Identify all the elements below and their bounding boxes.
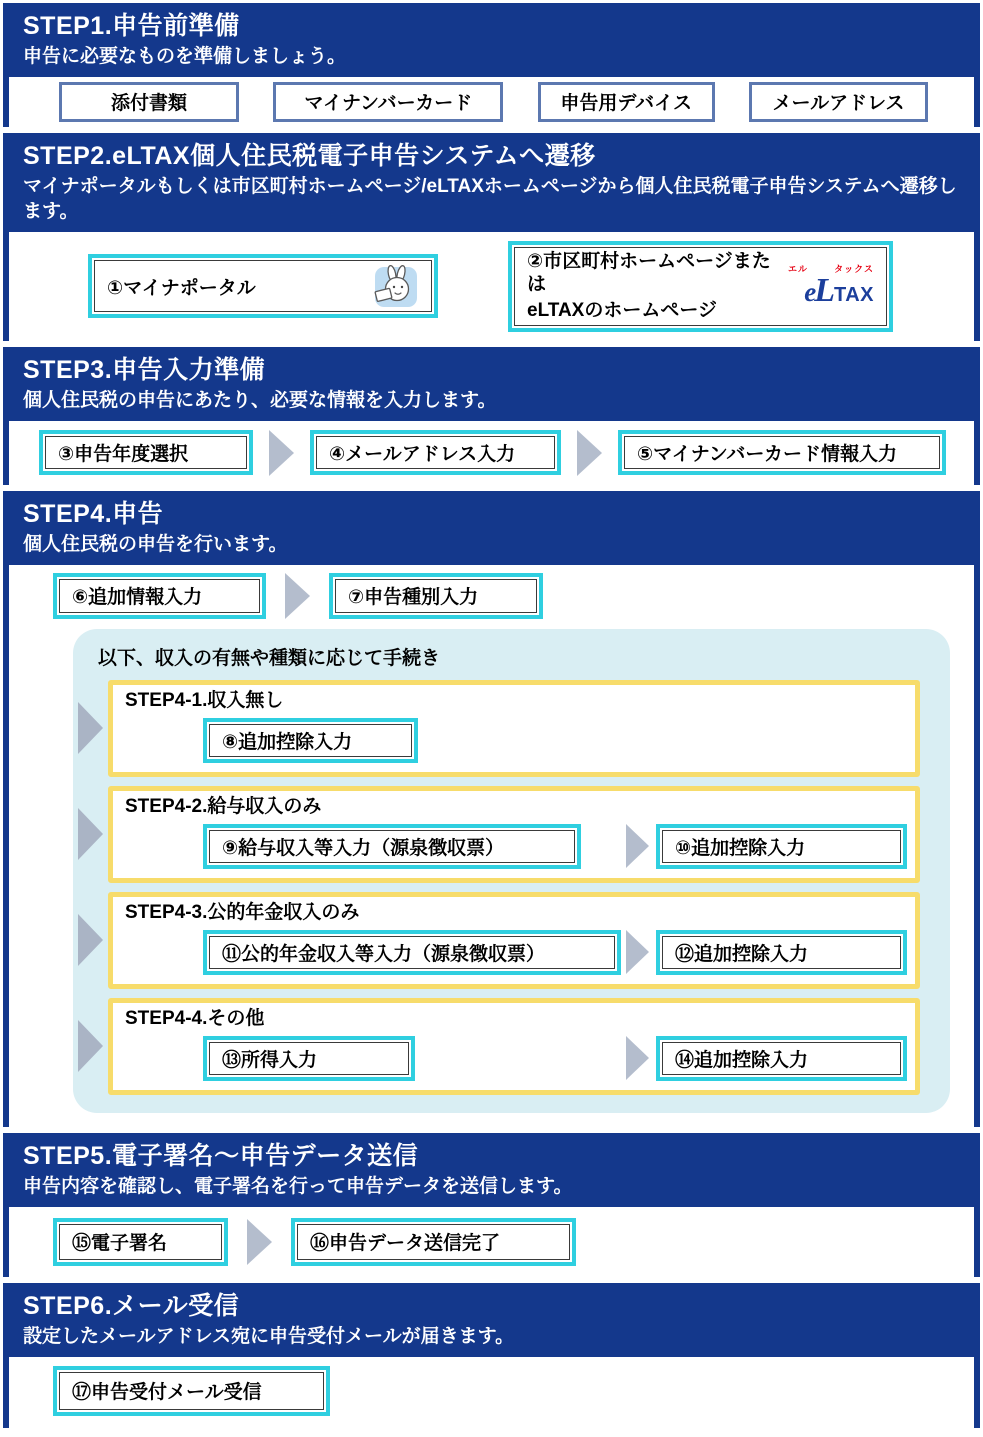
branch-heading: STEP4-1.収入無し <box>125 689 284 711</box>
step4-subtitle: 個人住民税の申告を行います。 <box>23 534 288 555</box>
step5-header <box>3 1133 980 1207</box>
flow-arrow-icon <box>269 430 294 476</box>
step3-section <box>3 347 980 485</box>
eltax-kana-left: エル <box>788 263 809 274</box>
eltax-logo-e: e <box>804 276 817 307</box>
eltax-logo <box>788 265 874 308</box>
flow-box-mynumber-info <box>618 430 946 475</box>
flow-box-label: ⑬所得入力 <box>222 1049 318 1071</box>
mynaportal-label: ①マイナポータル <box>107 277 256 299</box>
flow-box-deduction-input <box>656 930 907 975</box>
step4-title: STEP4.申告 <box>23 499 164 528</box>
step3-flow <box>9 421 974 485</box>
flow-box-deduction-input <box>656 1036 907 1081</box>
panel-title: 以下、収入の有無や種類に応じて手続き <box>98 647 441 669</box>
flow-box-label: ⑧追加控除入力 <box>222 731 353 753</box>
branch-heading: STEP4-2.給与収入のみ <box>125 795 322 817</box>
step1-subtitle: 申告に必要なものを準備しましょう。 <box>23 46 347 68</box>
step5-flow <box>9 1207 974 1277</box>
flow-box-year-select-label: ③申告年度選択 <box>58 444 189 466</box>
flow-box-deduction-input <box>203 718 418 763</box>
step2-band <box>9 232 974 341</box>
mynaportal-box <box>88 254 438 318</box>
step1-title: STEP1.申告前準備 <box>23 12 240 40</box>
myna-rabbit-mascot-icon <box>373 263 419 309</box>
step4-band <box>9 565 974 1127</box>
flow-box-label: ⑩追加控除入力 <box>675 837 806 859</box>
flow-arrow-icon <box>247 1219 272 1265</box>
branch-heading: STEP4-4.その他 <box>125 1007 265 1029</box>
step1-section <box>3 3 980 127</box>
flow-box-label: ⑪公的年金収入等入力（源泉徴収票） <box>222 943 546 965</box>
flow-box-email-input <box>310 430 561 475</box>
branch-step4-1 <box>78 680 920 777</box>
step2-subtitle: マイナポータルもしくは市区町村ホームページ/eLTAXホームページから個人住民税電子申告システムへ遷移します。 <box>23 176 957 222</box>
flow-box-digital-signature <box>53 1218 228 1266</box>
flow-box-label: ⑨給与収入等入力（源泉徴収票） <box>222 837 505 859</box>
flow-box-pension-input <box>203 930 621 975</box>
branch-chevron-icon <box>78 808 103 860</box>
step5-section <box>3 1133 980 1277</box>
branch-chevron-icon <box>78 914 103 966</box>
step4-flow <box>9 573 974 619</box>
prep-item-mynumber-card: マイナンバーカード <box>273 82 503 122</box>
flow-arrow-icon <box>626 1036 649 1080</box>
flow-box-data-sent-label: ⑯申告データ送信完了 <box>310 1233 501 1255</box>
step3-subtitle: 個人住民税の申告にあたり、必要な情報を入力します。 <box>23 390 497 412</box>
flow-box-additional-info-label: ⑥追加情報入力 <box>72 587 203 609</box>
branch-box-salary-income <box>108 786 920 883</box>
step3-header <box>3 347 980 421</box>
flow-box-receipt-mail-label: ⑰申告受付メール受信 <box>72 1382 262 1404</box>
flow-arrow-icon <box>626 824 649 868</box>
flow-arrow-icon <box>626 930 649 974</box>
branch-box-no-income <box>108 680 920 777</box>
hp-line2: eLTAXのホームページ <box>527 300 717 322</box>
eltax-logo-l: L <box>814 271 835 309</box>
flow-box-email-input-label: ④メールアドレス入力 <box>329 444 516 466</box>
hp-line1: ②市区町村ホームページまたは <box>527 250 771 296</box>
prep-item-email: メールアドレス <box>749 82 928 122</box>
branch-step4-2 <box>78 786 920 883</box>
flow-box-filing-type-label: ⑦申告種別入力 <box>348 587 479 609</box>
step4-section <box>3 491 980 1127</box>
branch-step4-3 <box>78 892 920 989</box>
flow-arrow-icon <box>577 430 602 476</box>
step2-title: STEP2.eLTAX個人住民税電子申告システムへ遷移 <box>23 141 596 170</box>
branch-chevron-icon <box>78 702 103 754</box>
step2-header <box>3 133 980 232</box>
step3-title: STEP3.申告入力準備 <box>23 355 266 384</box>
step4-header <box>3 491 980 565</box>
flow-box-label: ⑭追加控除入力 <box>675 1049 809 1071</box>
municipal-eltax-hp-box <box>508 241 893 332</box>
flow-arrow-icon <box>285 573 310 619</box>
step1-header <box>3 3 980 77</box>
step6-subtitle: 設定したメールアドレス宛に申告受付メールが届きます。 <box>23 1325 515 1347</box>
branch-step4-4 <box>78 998 920 1095</box>
step1-items-band <box>9 77 974 127</box>
flow-box-data-sent <box>291 1218 576 1266</box>
step6-header <box>3 1283 980 1357</box>
flow-box-additional-info <box>53 573 266 619</box>
step5-title: STEP5.電子署名～申告データ送信 <box>23 1141 419 1170</box>
branch-box-pension-income <box>108 892 920 989</box>
flow-box-year-select <box>39 430 253 475</box>
flow-box-receipt-mail <box>53 1366 330 1416</box>
prep-item-device: 申告用デバイス <box>538 82 715 122</box>
step6-title: STEP6.メール受信 <box>23 1291 240 1320</box>
flow-box-filing-type <box>329 573 543 619</box>
prep-item-documents: 添付書類 <box>59 82 239 122</box>
branch-chevron-icon <box>78 1020 103 1072</box>
eltax-logo-tax: TAX <box>833 283 874 306</box>
flow-box-label: ⑫追加控除入力 <box>675 943 809 965</box>
step2-section <box>3 133 980 341</box>
flow-box-deduction-input <box>656 824 907 869</box>
flow-box-digital-signature-label: ⑮電子署名 <box>72 1233 168 1255</box>
branch-heading: STEP4-3.公的年金収入のみ <box>125 901 360 923</box>
step6-flow <box>9 1357 974 1428</box>
income-branches-panel <box>73 629 950 1113</box>
branch-box-other-income <box>108 998 920 1095</box>
flow-box-salary-input <box>203 824 581 869</box>
step6-section <box>3 1283 980 1428</box>
eltax-kana-right: タックス <box>834 263 874 274</box>
flow-box-income-input <box>203 1036 415 1081</box>
step5-subtitle: 申告内容を確認し、電子署名を行って申告データを送信します。 <box>23 1175 573 1197</box>
flow-box-mynumber-info-label: ⑤マイナンバーカード情報入力 <box>637 444 898 466</box>
